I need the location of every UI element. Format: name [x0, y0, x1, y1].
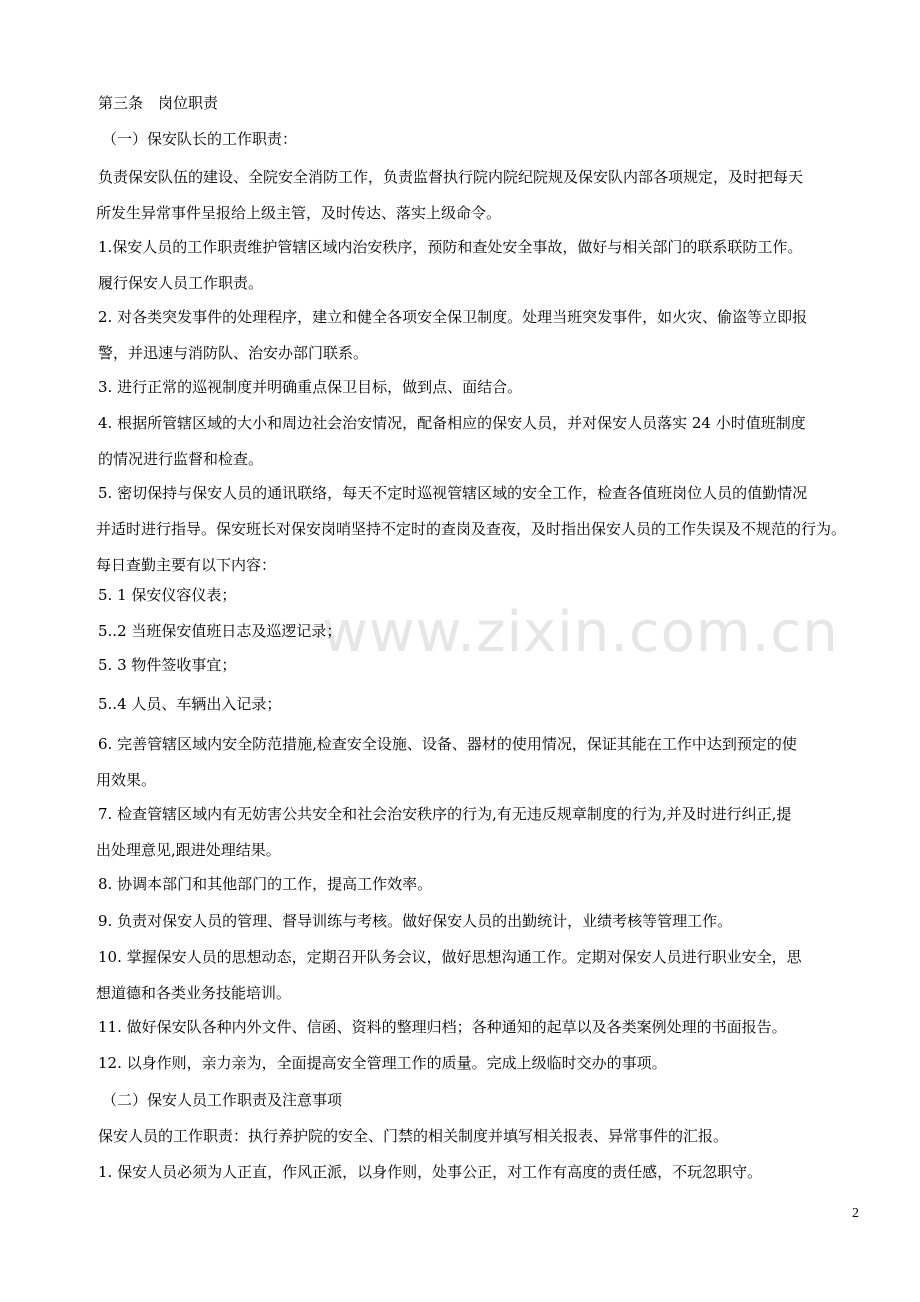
page-number: 2: [852, 1206, 859, 1221]
paragraph-item-6: 6. 完善管辖区域内安全防范措施,检查安全设施、设备、器材的使用情况，保证其能在工作中达到预定的使 用效果。: [96, 735, 797, 789]
paragraph-item-4: 4. 根据所管辖区域的大小和周边社会治安情况，配备相应的保安人员，并对保安人员落实 24 小时值班制度 的情况进行监督和检查。: [98, 414, 806, 468]
sub-item-5-4: 5..4 人员、车辆出入记录；: [98, 695, 282, 713]
paragraph-item-5: 5. 密切保持与保安人员的通讯联络，每天不定时巡视管辖区域的安全工作，检查各值班岗位人员的值勤情况 并适时进行指导。保安班长对保安岗哨坚持不定时的查岗及查夜，及时指出保安人员的工作失误及不规范的行为。 每日查勤主要有以下内容：: [96, 484, 847, 574]
paragraph-item-7: 7. 检查管辖区域内有无妨害公共安全和社会治安秩序的行为,有无违反规章制度的行为,并及时进行纠正,提 出处理意见,跟进处理结果。: [96, 805, 792, 859]
paragraph-guard-duties: 保安人员的工作职责：执行养护院的安全、门禁的相关制度并填写相关报表、异常事件的汇报。: [98, 1127, 729, 1145]
watermark: www.zixin.com.cn: [322, 600, 839, 665]
sub-item-5-2: 5..2 当班保安值班日志及巡逻记录；: [98, 622, 342, 640]
paragraph-item-12: 12. 以身作则，亲力亲为，全面提高安全管理工作的质量。完成上级临时交办的事项。: [98, 1054, 667, 1072]
paragraph-item-1: 1.保安人员的工作职责维护管辖区域内治安秩序，预防和查处安全事故，做好与相关部门的联系联防工作。 履行保安人员工作职责。: [98, 238, 803, 292]
paragraph-item-11: 11. 做好保安队各种内外文件、信函、资料的整理归档；各种通知的起草以及各类案例处理的书面报告。: [98, 1018, 787, 1036]
section-heading-1: （一）保安队长的工作职责：: [102, 130, 298, 148]
article-heading: 第三条 岗位职责: [98, 94, 219, 112]
sub-item-5-1: 5. 1 保安仪容仪表；: [98, 586, 237, 604]
section-heading-2: （二）保安人员工作职责及注意事项: [102, 1091, 343, 1109]
paragraph-guard-item-1: 1. 保安人员必须为人正直，作风正派，以身作则，处事公正，对工作有高度的责任感，不玩忽职守。: [98, 1163, 763, 1181]
paragraph-item-2: 2. 对各类突发事件的处理程序，建立和健全各项安全保卫制度。处理当班突发事件，如火灾、偷盗等立即报 警，并迅速与消防队、治安办部门联系。: [98, 308, 808, 362]
paragraph-item-10: 10. 掌握保安人员的思想动态，定期召开队务会议，做好思想沟通工作。定期对保安人员进行职业安全，思 想道德和各类业务技能培训。: [96, 948, 802, 1002]
paragraph-item-3: 3. 进行正常的巡视制度并明确重点保卫目标，做到点、面结合。: [98, 378, 523, 396]
paragraph-item-8: 8. 协调本部门和其他部门的工作，提高工作效率。: [98, 875, 433, 893]
paragraph-item-9: 9. 负责对保安人员的管理、督导训练与考核。做好保安人员的出勤统计，业绩考核等管理工作。: [98, 912, 733, 930]
sub-item-5-3: 5. 3 物件签收事宜；: [98, 656, 237, 674]
paragraph-intro: 负责保安队伍的建设、全院安全消防工作，负责监督执行院内院纪院规及保安队内部各项规定，及时把每天 所发生异常事件呈报给上级主管，及时传达、落实上级命令。: [96, 168, 804, 222]
